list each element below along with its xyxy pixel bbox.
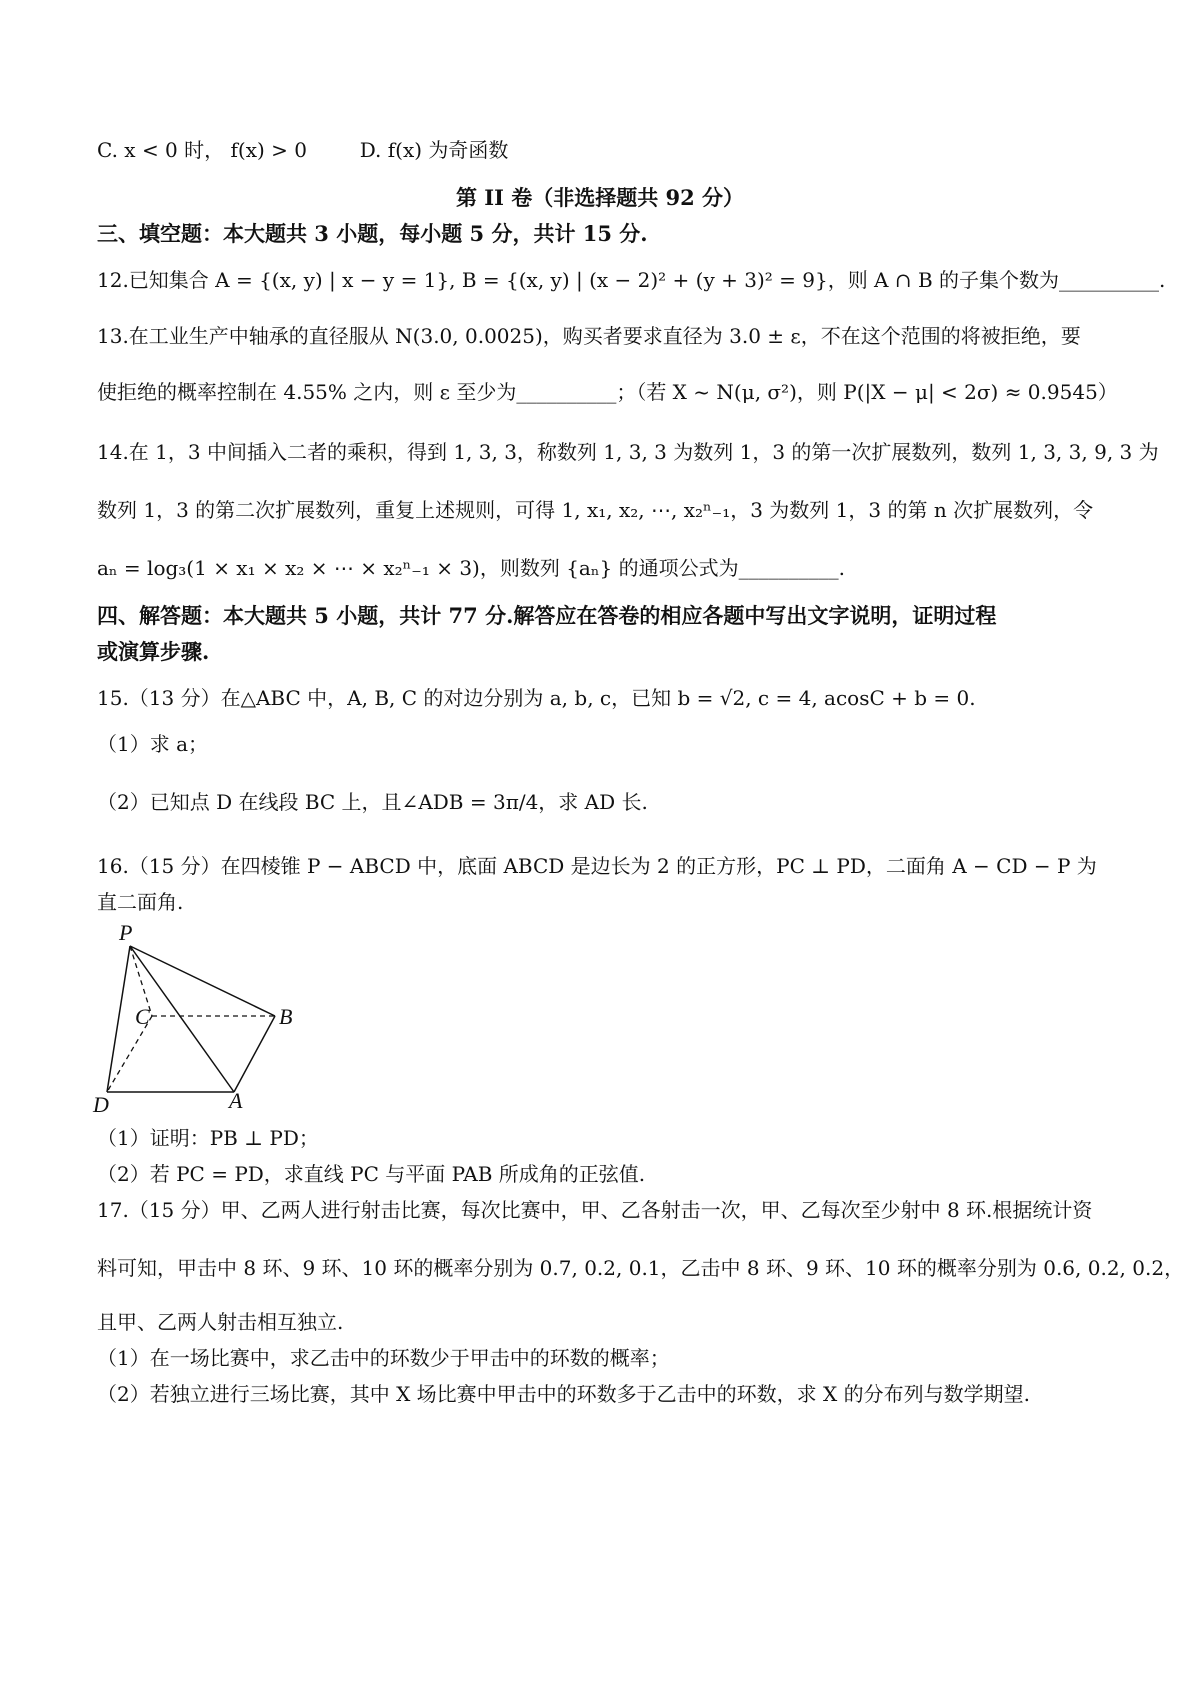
question-17-part-1: （1）在一场比赛中，求乙击中的环数少于甲击中的环数的概率；: [97, 1346, 670, 1370]
options-row: [97, 136, 1120, 164]
vertex-label-c: C: [135, 1004, 150, 1029]
edge-pd: [107, 946, 130, 1092]
question-13-line-2: 使拒绝的概率控制在 4.55% 之内，则 ε 至少为__________；（若 X ~ N(μ, σ²)，则 P(|X − μ| < 2σ) ≈ 0.9545）: [97, 380, 1118, 404]
question-14-line-3: aₙ = log₃(1 × x₁ × x₂ × ⋯ × x₂ⁿ₋₁ × 3)，则数列 {aₙ} 的通项公式为__________.: [97, 556, 845, 580]
question-16-line-2: 直二面角.: [97, 890, 184, 914]
question-12: 12.已知集合 A = {(x, y) | x − y = 1}, B = {(x, y) | (x − 2)² + (y + 3)² = 9}，则 A ∩ B 的子集个数为__________.: [97, 268, 1166, 292]
edge-ab: [234, 1016, 275, 1092]
option-d: D. f(x) 为奇函数: [359, 138, 509, 162]
question-15-part-1: （1）求 a；: [97, 732, 209, 756]
vertex-label-a: A: [229, 1088, 243, 1113]
section-three-heading: 三、填空题：本大题共 3 小题，每小题 5 分，共计 15 分.: [97, 221, 648, 246]
option-c: C. x < 0 时， f(x) > 0: [97, 138, 307, 162]
question-16-line-1: 16.（15 分）在四棱锥 P − ABCD 中，底面 ABCD 是边长为 2 的正方形，PC ⊥ PD，二面角 A − CD − P 为: [97, 854, 1097, 878]
question-16-part-1: （1）证明：PB ⊥ PD；: [97, 1126, 319, 1150]
question-16-part-2: （2）若 PC = PD，求直线 PC 与平面 PAB 所成角的正弦值.: [97, 1162, 646, 1186]
vertex-label-d: D: [93, 1092, 109, 1117]
question-15: 15.（13 分）在△ABC 中，A, B, C 的对边分别为 a, b, c，已知 b = √2, c = 4, acosC + b = 0.: [97, 686, 976, 710]
section-four-heading-line-1: 四、解答题：本大题共 5 小题，共计 77 分.解答应在答卷的相应各题中写出文字说明，证明过程: [97, 603, 997, 628]
question-17-line-2: 料可知，甲击中 8 环、9 环、10 环的概率分别为 0.7, 0.2, 0.1，乙击中 8 环、9 环、10 环的概率分别为 0.6, 0.2, 0.2，: [97, 1256, 1185, 1280]
question-14-line-1: 14.在 1，3 中间插入二者的乘积，得到 1, 3, 3，称数列 1, 3, 3 为数列 1，3 的第一次扩展数列，数列 1, 3, 3, 9, 3 为: [97, 440, 1159, 464]
question-14-line-2: 数列 1，3 的第二次扩展数列，重复上述规则，可得 1, x₁, x₂, ⋯, x₂ⁿ₋₁，3 为数列 1，3 的第 n 次扩展数列，令: [97, 498, 1094, 522]
section-four-heading-line-2: 或演算步骤.: [97, 639, 210, 664]
edge-pb: [130, 946, 275, 1016]
question-17-line-1: 17.（15 分）甲、乙两人进行射击比赛，每次比赛中，甲、乙各射击一次，甲、乙每次至少射中 8 环.根据统计资: [97, 1198, 1093, 1222]
question-17-part-2: （2）若独立进行三场比赛，其中 X 场比赛中甲击中的环数多于乙击中的环数，求 X 的分布列与数学期望.: [97, 1382, 1030, 1406]
question-13-line-1: 13.在工业生产中轴承的直径服从 N(3.0, 0.0025)，购买者要求直径为 3.0 ± ε，不在这个范围的将被拒绝，要: [97, 324, 1081, 348]
question-17-line-3: 且甲、乙两人射击相互独立.: [97, 1310, 344, 1334]
question-15-part-2: （2）已知点 D 在线段 BC 上，且∠ADB = 3π/4，求 AD 长.: [97, 790, 648, 814]
section-two-title: 第 II 卷（非选择题共 92 分）: [455, 185, 745, 210]
vertex-label-p: P: [119, 920, 133, 945]
vertex-label-b: B: [279, 1004, 293, 1029]
